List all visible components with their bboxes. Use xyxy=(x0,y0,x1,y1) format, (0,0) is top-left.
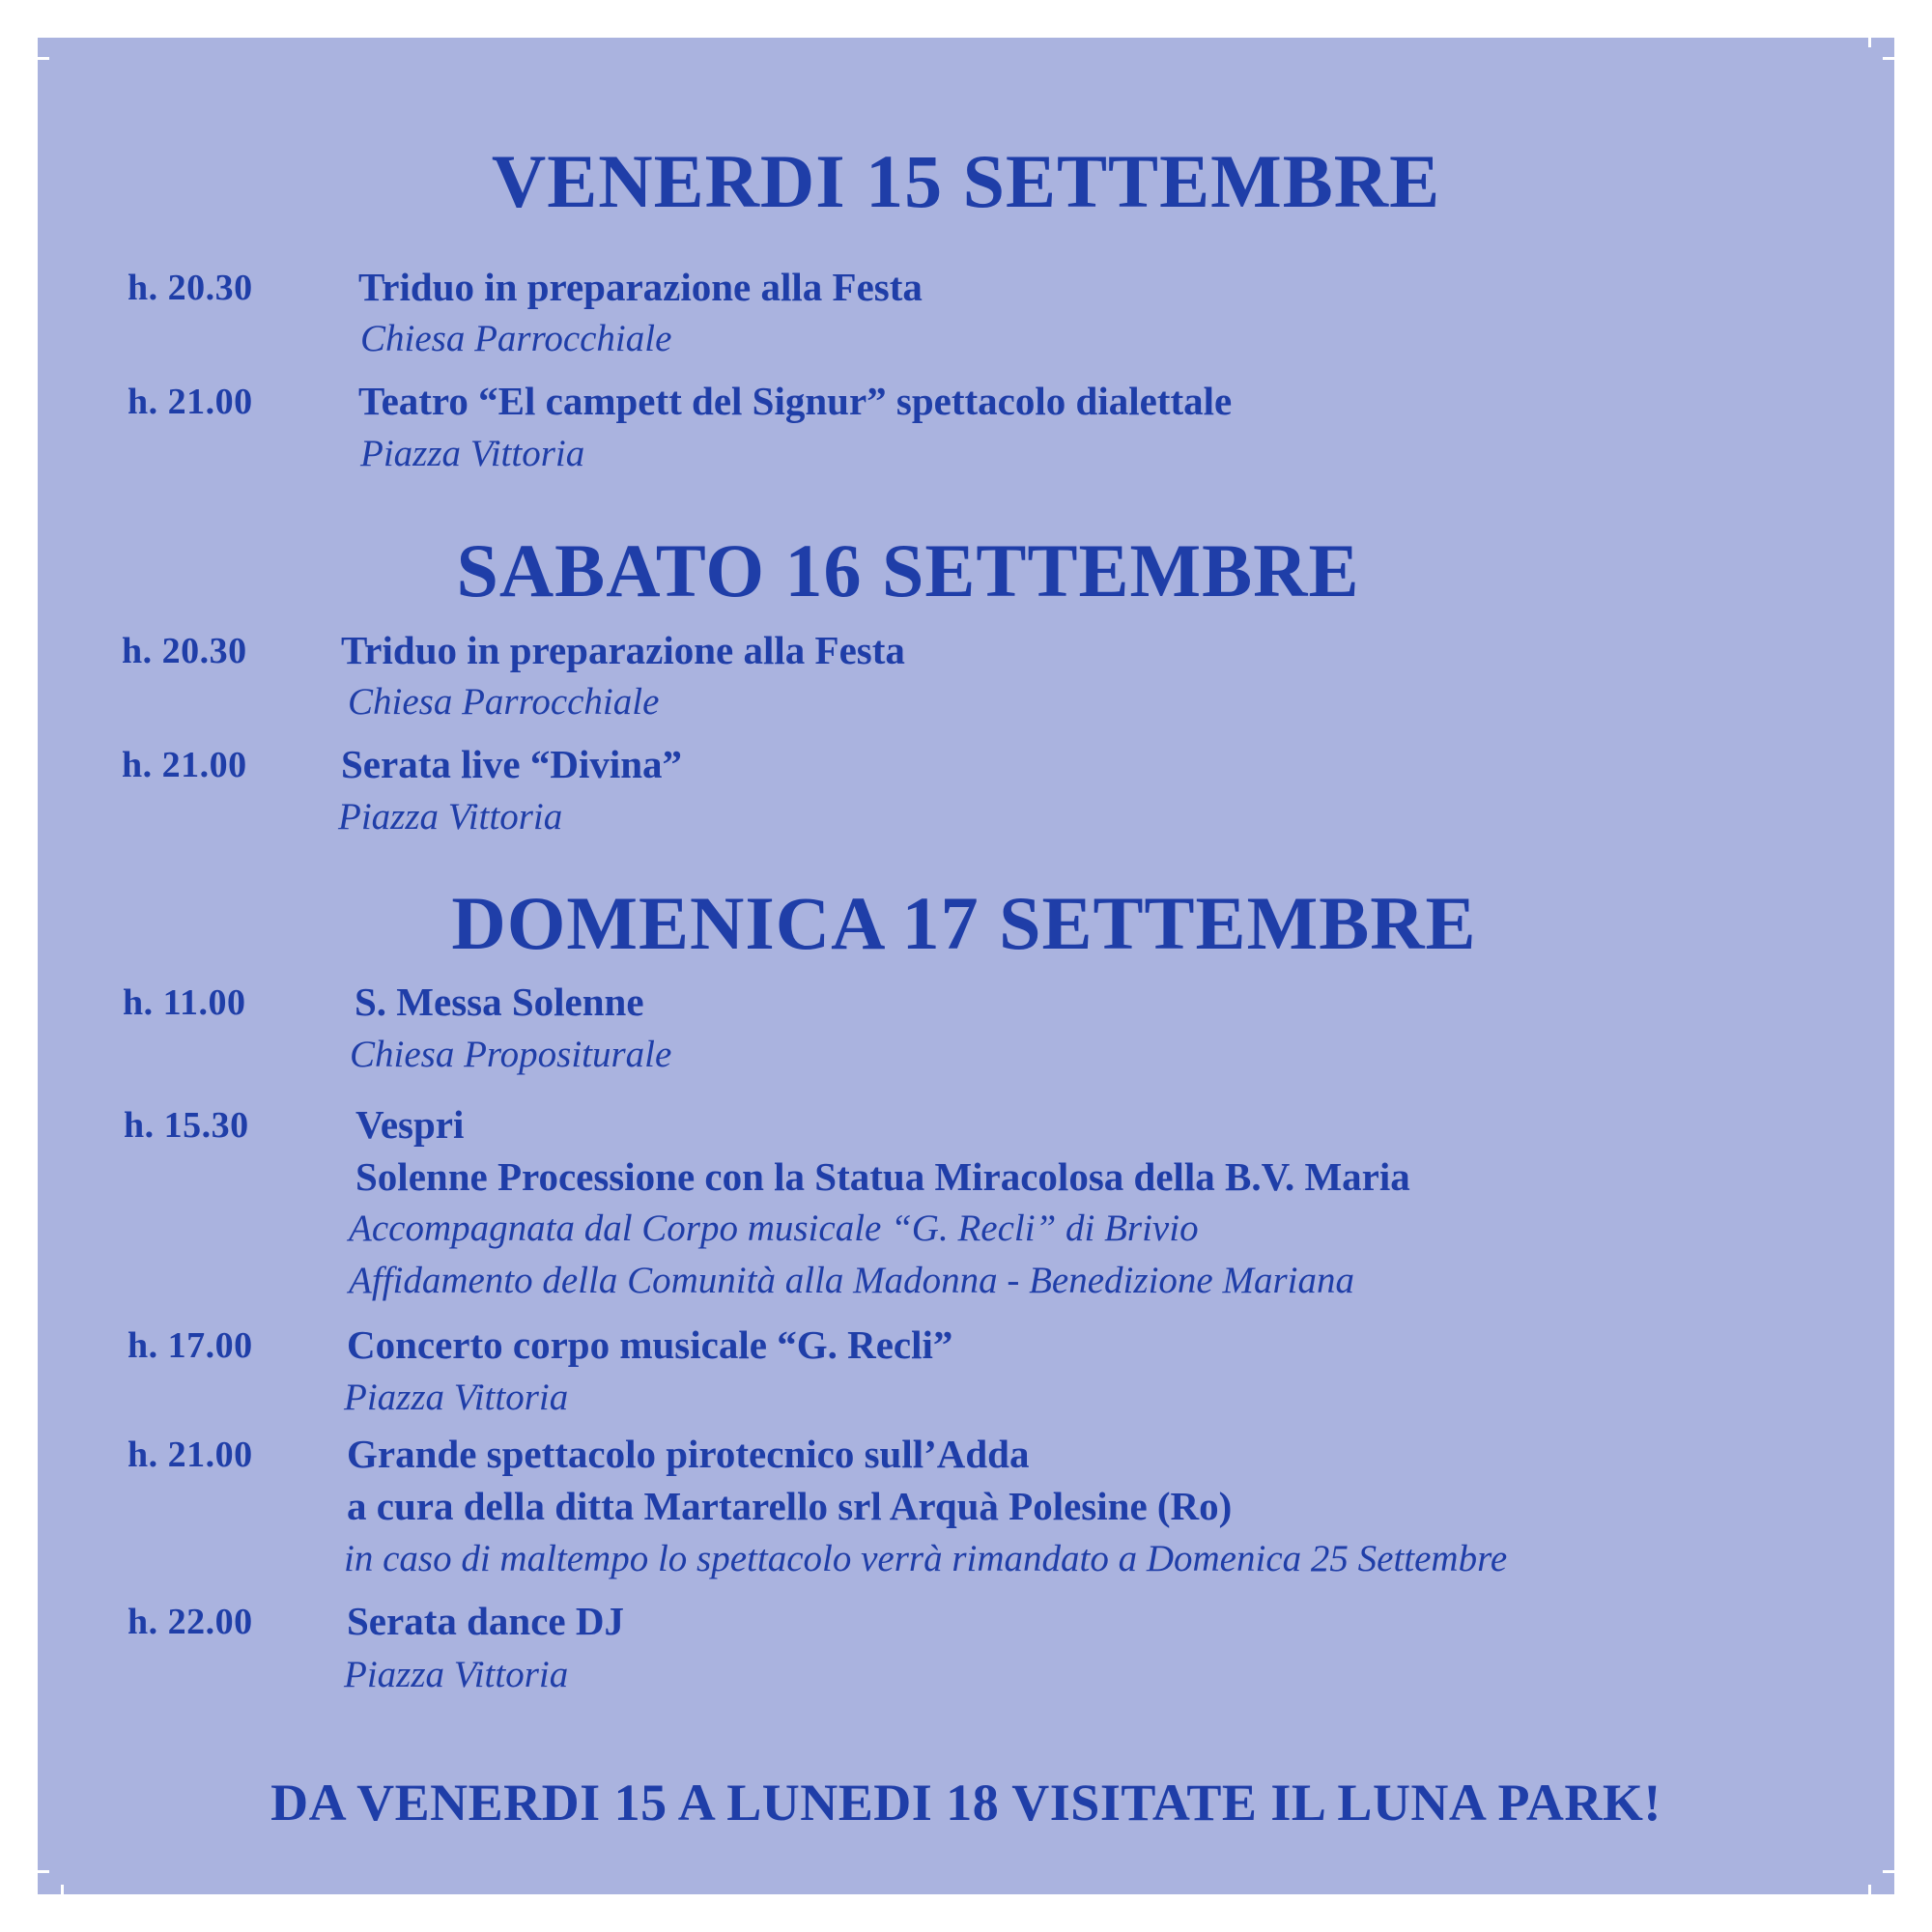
event-time: h. 20.30 xyxy=(128,268,253,308)
event-location: Piazza Vittoria xyxy=(360,433,585,474)
event-title: Triduo in preparazione alla Festa xyxy=(341,628,905,672)
event-time: h. 21.00 xyxy=(122,745,247,785)
event-title: a cura della ditta Martarello srl Arquà Polesine (Ro) xyxy=(347,1484,1233,1528)
luna-park-banner: DA VENERDI 15 A LUNEDI 18 VISITATE IL LUNA PARK! xyxy=(270,1774,1662,1832)
event-time: h. 11.00 xyxy=(123,982,246,1023)
crop-mark-bottom-left-v xyxy=(61,1885,64,1894)
event-location: Piazza Vittoria xyxy=(344,1654,569,1695)
event-title: Serata live “Divina” xyxy=(341,742,683,786)
crop-mark-bottom-right-v xyxy=(1868,1885,1871,1894)
event-title: Teatro “El campett del Signur” spettacolo dialettale xyxy=(358,379,1233,423)
crop-mark-top-left xyxy=(38,57,49,60)
day-title-sabato: SABATO 16 SETTEMBRE xyxy=(456,528,1360,612)
event-title: Concerto corpo musicale “G. Recli” xyxy=(347,1322,953,1367)
day-title-venerdi: VENERDI 15 SETTEMBRE xyxy=(491,139,1441,223)
event-location: Chiesa Propositurale xyxy=(350,1034,672,1075)
event-title: Solenne Processione con la Statua Miracolosa della B.V. Maria xyxy=(355,1154,1410,1199)
event-location: Piazza Vittoria xyxy=(344,1377,569,1418)
event-location: Chiesa Parrocchiale xyxy=(360,318,672,359)
event-time: h. 20.30 xyxy=(122,631,247,671)
crop-mark-top-right xyxy=(1883,57,1894,60)
event-location: Piazza Vittoria xyxy=(338,796,563,838)
day-title-domenica: DOMENICA 17 SETTEMBRE xyxy=(451,881,1477,965)
event-title: Serata dance DJ xyxy=(347,1599,624,1643)
event-time: h. 15.30 xyxy=(124,1105,249,1146)
event-time: h. 21.00 xyxy=(128,1435,253,1475)
crop-mark-top-right-v xyxy=(1868,38,1871,47)
event-title: Triduo in preparazione alla Festa xyxy=(358,265,923,309)
event-note: Affidamento della Comunità alla Madonna - Benedizione Mariana xyxy=(349,1260,1354,1301)
event-title: Vespri xyxy=(355,1102,465,1147)
event-time: h. 21.00 xyxy=(128,382,253,422)
program-panel xyxy=(38,38,1894,1894)
crop-mark-bottom-left xyxy=(38,1870,49,1873)
event-title: S. Messa Solenne xyxy=(355,980,644,1024)
event-note: Accompagnata dal Corpo musicale “G. Recli” di Brivio xyxy=(349,1208,1199,1249)
event-title: Grande spettacolo pirotecnico sull’Adda xyxy=(347,1432,1030,1476)
event-location: Chiesa Parrocchiale xyxy=(348,681,660,723)
event-time: h. 22.00 xyxy=(128,1602,253,1642)
crop-mark-bottom-right xyxy=(1883,1870,1894,1873)
event-time: h. 17.00 xyxy=(128,1325,253,1366)
event-note: in caso di maltempo lo spettacolo verrà rimandato a Domenica 25 Settembre xyxy=(344,1538,1508,1579)
